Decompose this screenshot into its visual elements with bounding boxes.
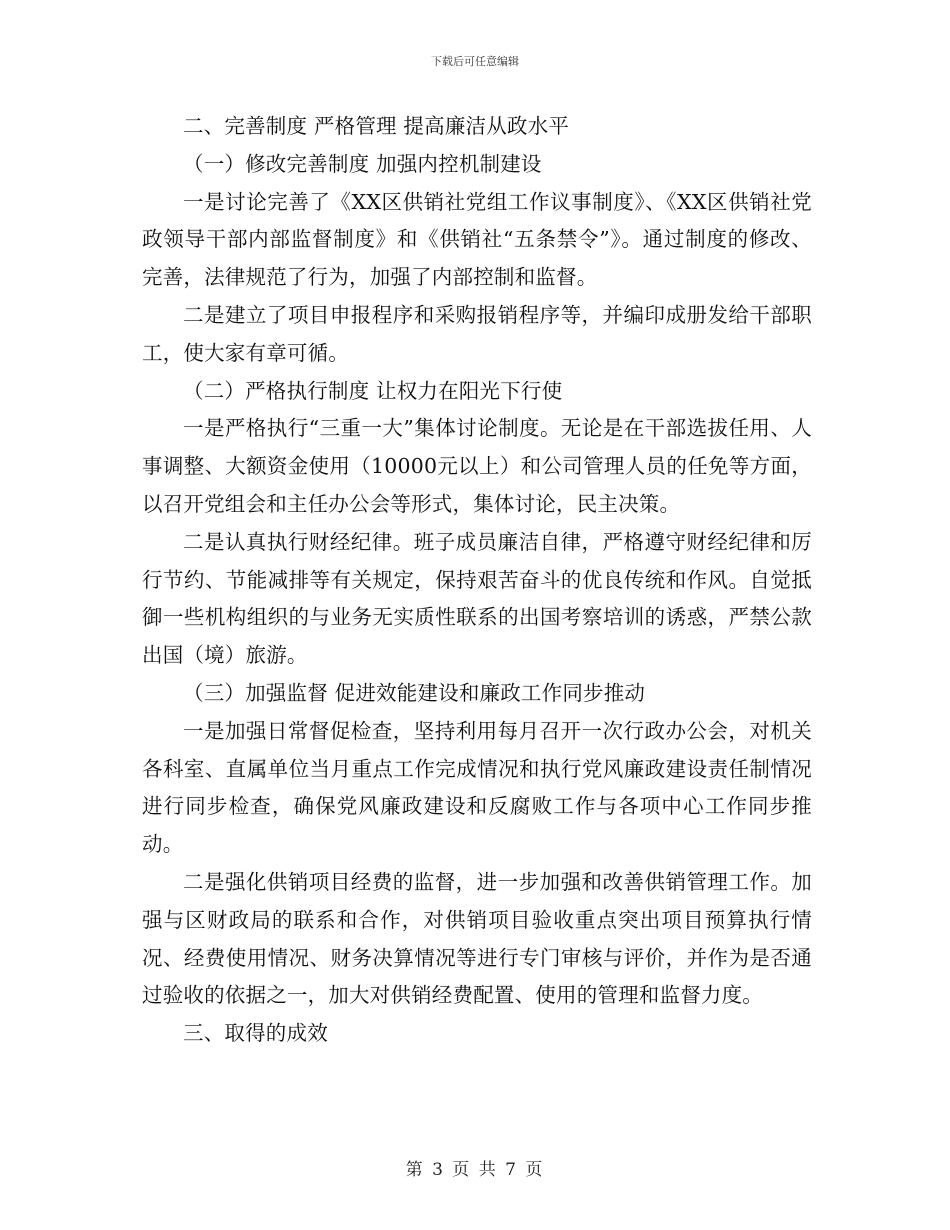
paragraph-sub3-2: 二是强化供销项目经费的监督，进一步加强和改善供销管理工作。加强与区财政局的联系和合作，对供销项目验收重点突出项目预算执行情况、经费使用情况、财务决算情况等进行专门审核与评价，并作为是否通过验收的依据之一，加大对供销经费配置、使用的管理和监督力度。 xyxy=(142,869,812,1008)
subsection-heading-3: （三）加强监督 促进效能建设和廉政工作同步推动 xyxy=(183,680,646,705)
paragraph-sub2-1: 一是严格执行“三重一大”集体讨论制度。无论是在干部选拔任用、人事调整、大额资金使用（10000元以上）和公司管理人员的任免等方面，以召开党组会和主任办公会等形式，集体讨论，民主决策。 xyxy=(142,416,812,516)
paragraph-sub3-1: 一是加强日常督促检查，坚持利用每月召开一次行政办公会，对机关各科室、直属单位当月重点工作完成情况和执行党风廉政建设责任制情况进行同步检查，确保党风廉政建设和反腐败工作与各项中心工作同步推动。 xyxy=(142,718,812,857)
section-heading-3: 三、取得的成效 xyxy=(183,1021,328,1046)
document-body xyxy=(142,108,812,1053)
page-header-note: 下载后可任意编辑 xyxy=(431,55,519,68)
section-heading-2: 二、完善制度 严格管理 提高廉洁从政水平 xyxy=(183,114,570,138)
paragraph-sub2-2: 二是认真执行财经纪律。班子成员廉洁自律，严格遵守财经纪律和厉行节约、节能减排等有关规定，保持艰苦奋斗的优良传统和作风。自觉抵御一些机构组织的与业务无实质性联系的出国考察培训的诱惑，严禁公款出国（境）旅游。 xyxy=(142,529,812,668)
paragraph-sub1-2: 二是建立了项目申报程序和采购报销程序等，并编印成册发给干部职工，使大家有章可循。 xyxy=(142,302,812,365)
subsection-heading-1: （一）修改完善制度 加强内控机制建设 xyxy=(183,151,542,176)
page-number: 第 3 页 共 7 页 xyxy=(405,1160,545,1180)
subsection-heading-2: （二）严格执行制度 让权力在阳光下行使 xyxy=(183,378,563,403)
paragraph-sub1-1: 一是讨论完善了《XX区供销社党组工作议事制度》、《XX区供销社党政领导干部内部监督制度》和《供销社“五条禁令”》。通过制度的修改、完善，法律规范了行为，加强了内部控制和监督。 xyxy=(142,189,812,290)
